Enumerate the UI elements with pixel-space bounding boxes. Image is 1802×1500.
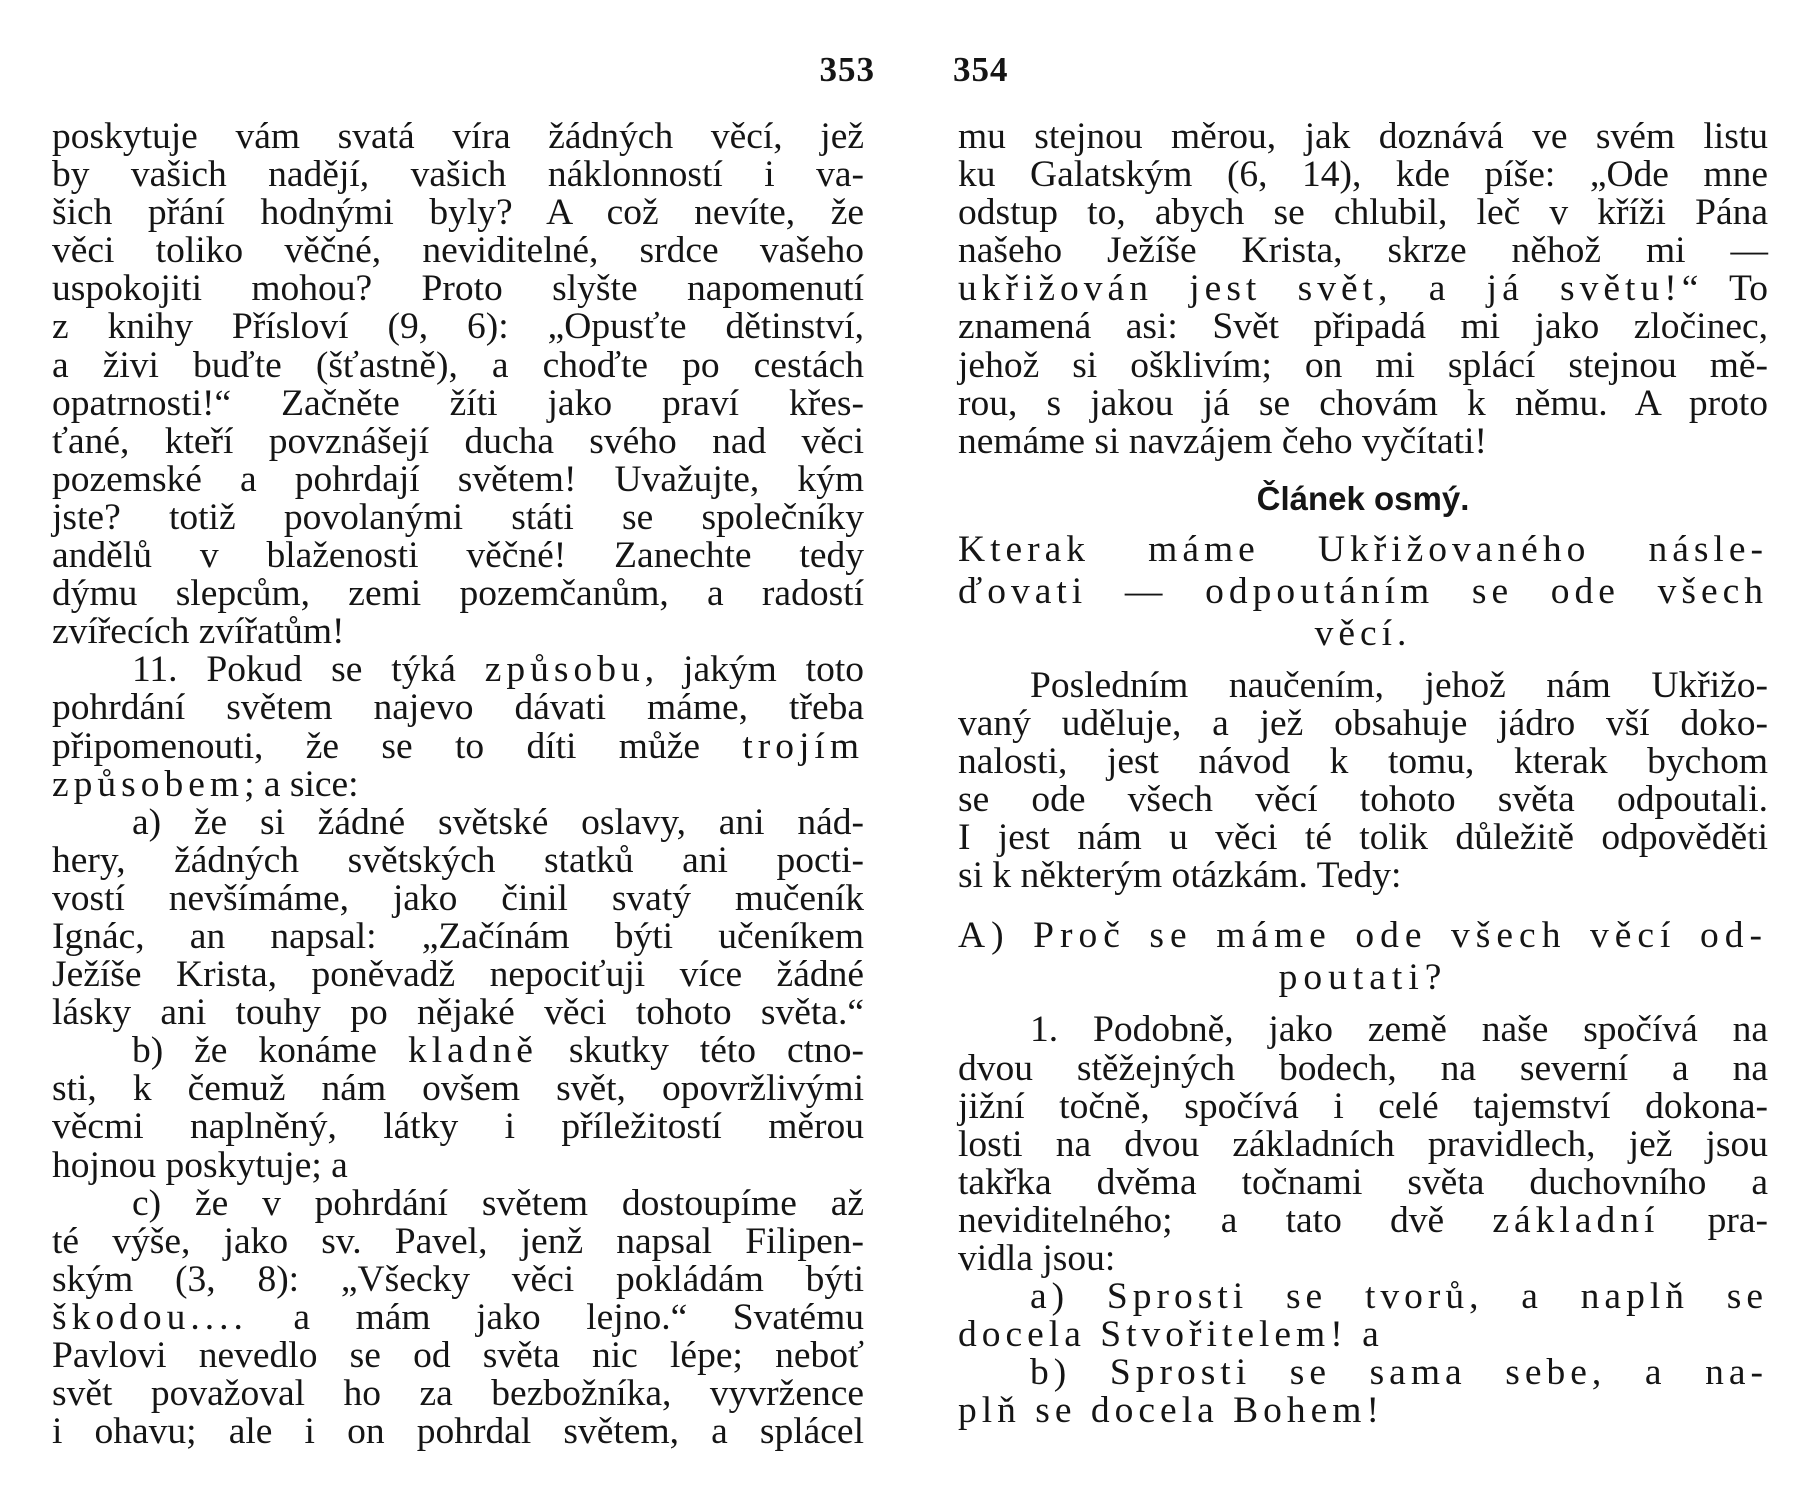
text-line: ku Galatským (6, 14), kde píše: „Ode mne — [958, 154, 1768, 196]
text-line: andělů v blaženosti věčné! Zanechte tedy — [52, 535, 864, 577]
article-heading: Článek osmý. — [1256, 479, 1470, 517]
left-page-body — [52, 118, 864, 1451]
section-heading-a — [958, 915, 1768, 999]
item-a-line: lásky ani touhy po nějaké věci tohoto světa.“ — [52, 992, 864, 1034]
text-line: pozemské a pohrdají světem! Uvažujte, kým — [52, 458, 864, 500]
spaced-emphasis: kladně — [407, 1030, 538, 1072]
subtitle-line: ďovati — odpoutáním se ode všech — [958, 570, 1768, 612]
text-line: zvířecích zvířatům! — [52, 611, 345, 653]
item-c-line — [52, 1296, 864, 1338]
item-b-line: hojnou poskytuje; a — [52, 1144, 348, 1186]
text-line: znamená asi: Svět připadá mi jako zločinec, — [958, 306, 1768, 348]
item-a-line: Ježíše Krista, poněvadž nepociťuji více žádné — [52, 954, 864, 996]
paragraph-11-line — [52, 725, 864, 767]
paragraph-line: jižní točně, spočívá i celé tajemství dokona- — [958, 1085, 1768, 1127]
spaced-emphasis: způsobu — [484, 649, 645, 691]
text-line: pohrdání světem najevo dávati máme, třeba — [52, 687, 864, 729]
item-c-line: c) že v pohrdání světem dostoupíme až — [132, 1182, 864, 1224]
text-span: pra- — [1659, 1199, 1769, 1241]
spaced-emphasis: způsobem — [52, 763, 245, 805]
text-line: a živi buďte (šťastně), a choďte po cestách — [52, 344, 864, 386]
text-line: mu stejnou měrou, jak doznává ve svém listu — [958, 116, 1768, 157]
text-line: jehož si ošklivím; on mi splácí stejnou mě- — [958, 344, 1768, 386]
text-line: nemáme si navzájem čeho vyčítati! — [958, 420, 1487, 462]
text-line: odstup to, abych se chlubil, leč v kříži Pána — [958, 192, 1768, 234]
item-c-line: ským (3, 8): „Všecky věci pokládám býti — [52, 1258, 864, 1300]
text-span: 11. Pokud se týká — [132, 649, 485, 691]
spaced-emphasis: základní — [1492, 1199, 1660, 1241]
paragraph-line: I jest nám u věci té tolik důležitě odpověděti — [958, 817, 1768, 859]
section-line: poutati? — [1278, 957, 1448, 999]
text-line: našeho Ježíše Krista, skrze něhož mi — — [958, 230, 1768, 272]
text-line — [958, 270, 1768, 308]
rule-b-line: plň se docela Bohem! — [958, 1390, 1384, 1432]
text-span: připomenouti, že se to díti může — [52, 725, 743, 767]
text-line: opatrnosti!“ Začněte žíti jako praví křes- — [52, 382, 864, 424]
paragraph-line: vaný uděluje, a jež obsahuje jádro vší doko- — [958, 702, 1768, 744]
text-span: neviditelného; a tato dvě — [958, 1199, 1493, 1241]
paragraph-line — [958, 1199, 1769, 1241]
text-line: by vašich nadějí, vašich náklonností i va- — [52, 154, 864, 196]
text-line: z knihy Přísloví (9, 6): „Opusťte dětinství, — [52, 306, 864, 348]
article-subtitle — [958, 529, 1768, 655]
text-line: ťané, kteří povznášejí ducha svého nad věci — [52, 420, 864, 462]
paragraph-line: se ode všech věcí tohoto světa odpoutali. — [958, 779, 1768, 821]
page-number: 354 — [953, 50, 1009, 89]
rule-a-line: docela Stvořitelem! a — [958, 1314, 1384, 1356]
text-line: poskytuje vám svatá víra žádných věcí, jež — [52, 116, 864, 157]
paragraph-line: losti na dvou základních pravidlech, jež jsou — [958, 1123, 1768, 1165]
rule-b-line: b) Sprosti se sama sebe, a na- — [1030, 1352, 1768, 1394]
text-span: b) že konáme — [132, 1030, 408, 1072]
paragraph-line: nalosti, jest návod k tomu, kterak bychom — [958, 741, 1768, 783]
item-a-line: a) že si žádné světské oslavy, ani nád- — [132, 801, 864, 843]
text-span: a mám jako lejno.“ Svatému — [247, 1296, 864, 1338]
text-line: věci toliko věčné, neviditelné, srdce vašeho — [52, 230, 864, 272]
text-span: “ To — [1681, 268, 1768, 310]
item-b-line — [52, 1032, 864, 1070]
item-c-line: Pavlovi nevedlo se od světa nic lépe; neboť — [52, 1335, 864, 1376]
section-line: A) Proč se máme ode všech věcí od- — [958, 915, 1768, 957]
page-number: 353 — [819, 50, 875, 89]
paragraph-11-line — [52, 651, 864, 689]
paragraph-11-line — [52, 763, 864, 805]
paragraph-line: si k některým otázkám. Tedy: — [958, 855, 1402, 897]
subtitle-line: věcí. — [1314, 612, 1412, 654]
spaced-emphasis: trojím — [742, 725, 864, 767]
item-b-line: věcmi naplněný, látky i příležitostí měrou — [52, 1106, 864, 1148]
text-line: uspokojiti mohou? Proto slyšte napomenutí — [52, 268, 864, 310]
item-c-line: té výše, jako sv. Pavel, jenž napsal Filipen- — [52, 1220, 864, 1262]
item-a-line: hery, žádných světských statků ani pocti- — [52, 839, 864, 881]
text-line: jste? totiž povolanými státi se společníky — [52, 496, 864, 538]
paragraph-line: takřka dvěma točnami světa duchovního a — [958, 1161, 1768, 1203]
text-line: šich přání hodnými byly? A což nevíte, že — [52, 192, 864, 234]
spaced-emphasis: ukřižován jest svět, a já světu! — [958, 268, 1682, 310]
right-page — [901, 0, 1802, 1500]
item-a-line: Ignác, an napsal: „Začínám býti učeníkem — [52, 915, 864, 957]
paragraph-line: vidla jsou: — [958, 1237, 1116, 1279]
right-page-body — [958, 118, 1768, 1430]
paragraph-line: dvou stěžejných bodech, na severní a na — [958, 1047, 1768, 1089]
text-span: ; a sice: — [244, 763, 359, 805]
text-span: , jakým toto — [644, 649, 864, 691]
rule-a-line: a) Sprosti se tvorů, a naplň se — [1030, 1276, 1768, 1318]
text-line: rou, s jakou já se chovám k němu. A proto — [958, 382, 1768, 424]
paragraph-line: 1. Podobně, jako země naše spočívá na — [1030, 1009, 1768, 1051]
paragraph-line: Posledním naučením, jehož nám Ukřižo- — [1030, 664, 1768, 706]
item-b-line: sti, k čemuž nám ovšem svět, opovržlivými — [52, 1068, 864, 1110]
text-span: skutky této ctno- — [537, 1030, 864, 1072]
spaced-emphasis: škodou.... — [52, 1296, 248, 1338]
item-c-line: svět považoval ho za bezbožníka, vyvržence — [52, 1373, 864, 1415]
subtitle-line: Kterak máme Ukřižovaného násle- — [958, 528, 1768, 570]
item-c-line: i ohavu; ale i on pohrdal světem, a splácel — [52, 1411, 864, 1453]
item-a-line: vostí nevšímáme, jako činil svatý mučeník — [52, 877, 864, 919]
text-line: dýmu slepcům, zemi pozemčanům, a radostí — [52, 573, 864, 615]
